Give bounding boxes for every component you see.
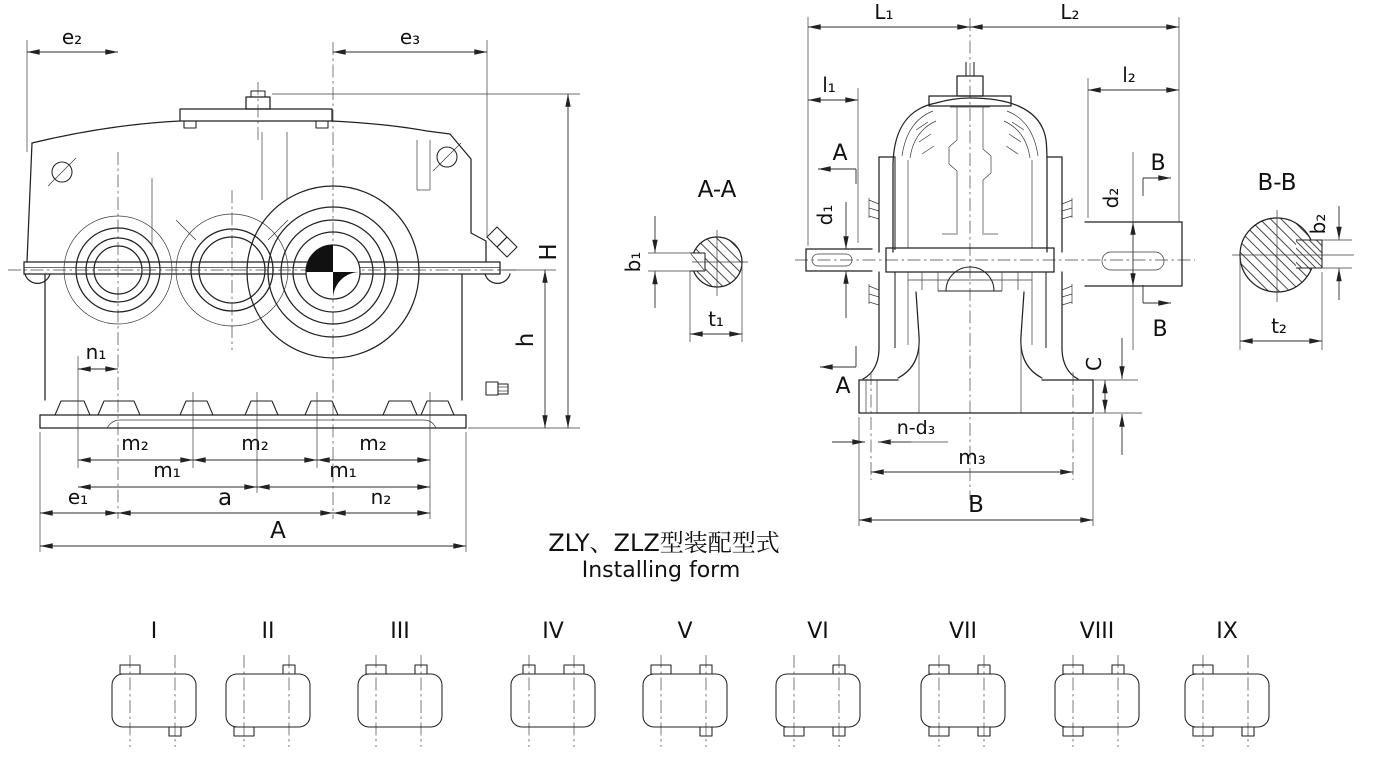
dim-n1 [78,340,118,468]
dim-e3 [333,25,487,238]
gearbox-body [358,674,442,727]
flange-ear-right [485,274,510,283]
installation-form-VI [776,619,860,747]
dim-label-d1: d₁ [813,204,837,226]
installation-form-II [226,619,310,747]
dim-label-m3: m₃ [958,445,986,469]
lifting-hole-icon-left [48,158,76,186]
section-bb-title: B-B [1257,170,1297,196]
form-label: IV [542,619,564,644]
installation-form-IX [1185,619,1269,747]
dim-label-d2: d₂ [1099,187,1123,209]
form-label: I [150,619,158,644]
oil-plug-icon [487,227,517,257]
gearbox-body [921,674,1005,727]
cut-label-b-top: B [1150,151,1166,176]
dim-m2-row [78,392,430,468]
section-aa-title: A-A [697,177,737,203]
installation-forms-row [112,619,1269,747]
dim-label-n-d3: n-d₃ [896,417,936,439]
flange-ear-left [25,274,50,283]
dim-label-H: H [536,243,562,261]
caption [548,529,780,583]
center-of-gravity-icon [306,245,360,299]
dim-label-B: B [968,492,984,518]
installation-form-I [112,619,196,747]
dim-label-m2a: m₂ [121,431,149,455]
dim-label-L1: L₁ [874,0,894,24]
cut-label-a-top: A [832,141,848,166]
cut-label-b-bottom: B [1152,317,1168,342]
section-aa [621,177,748,342]
form-label: III [390,619,410,644]
dim-d2 [1099,152,1133,350]
gearbox-body [511,674,595,727]
dim-label-n2: n₂ [370,485,392,509]
bearing-cap-steps [869,198,1072,305]
installation-form-IV [511,619,595,747]
output-shaft [1085,222,1182,286]
installation-form-III [358,619,442,747]
gearbox-body [226,674,310,727]
dim-label-a: a [217,485,233,511]
form-label: VI [807,619,829,644]
dim-b1 [621,216,690,308]
form-label: V [677,619,693,644]
section-bb [1232,170,1354,350]
gearbox-body [1055,674,1139,727]
dim-C [1082,338,1142,455]
dim-label-n1: n₁ [85,340,107,364]
dim-label-e1: e₁ [67,485,89,509]
dim-label-m2c: m₂ [359,431,387,455]
input-shaft [806,249,872,271]
front-view [8,25,580,552]
cut-line-b [1143,151,1171,342]
dim-e2 [27,25,118,152]
gearbox-body [1185,674,1269,727]
dim-label-t2: t₂ [1271,314,1287,338]
form-label: VIII [1079,619,1115,644]
lifting-hole-icon-right [433,143,461,171]
gearbox-body [776,674,860,727]
installation-form-VIII [1055,619,1139,747]
dim-L1-L2 [808,0,1179,246]
dim-e1-a-n2 [40,392,430,552]
dim-label-e3: e₃ [399,25,421,49]
dim-label-l2: l₂ [1122,63,1136,87]
form-label: VII [948,619,978,644]
cut-line-a [818,141,856,399]
dim-B [859,417,1093,526]
base-ribs [55,401,454,415]
dim-label-b2: b₂ [1306,213,1330,235]
gearbox-body [112,674,196,727]
dim-label-e2: e₂ [61,25,83,49]
drain-plug-icon [486,382,508,395]
dim-label-L2: L₂ [1060,0,1080,24]
dim-label-h: h [513,332,539,348]
side-view [795,0,1195,526]
dim-label-C: C [1082,357,1106,371]
dim-h [498,270,556,428]
form-label: IX [1216,619,1238,644]
caption-english: Installing form [581,558,741,583]
form-label: II [261,619,275,644]
installation-form-V [643,619,727,747]
dim-label-m1a: m₁ [153,458,181,482]
caption-chinese: ZLY、ZLZ型装配型式 [548,529,780,557]
cut-label-a-bottom: A [835,374,851,399]
dim-label-l1: l₁ [822,73,836,97]
dim-label-t1: t₁ [708,307,724,331]
installation-form-VII [921,619,1005,747]
dim-label-A: A [270,518,286,544]
gearbox-body [643,674,727,727]
dim-label-b1: b₁ [621,251,645,273]
dim-label-m1b: m₁ [329,458,357,482]
dim-label-m2b: m₂ [241,431,269,455]
